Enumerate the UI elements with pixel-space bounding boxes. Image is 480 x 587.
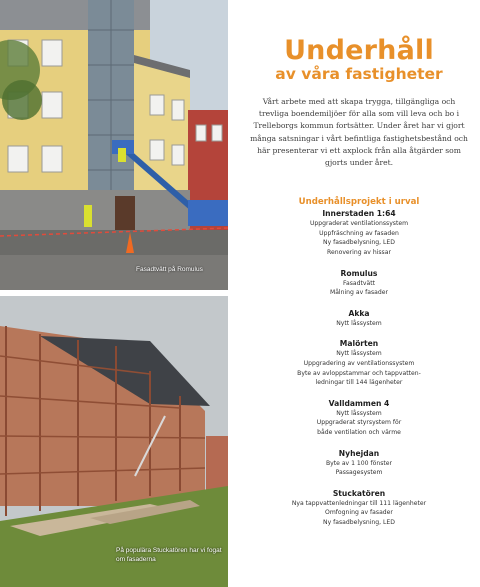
project-name: Nyhejdan <box>338 448 380 458</box>
project-item: Uppgraderat styrsystem för <box>316 419 402 427</box>
project-malorten <box>238 338 480 387</box>
project-item: Nytt låssystem <box>336 350 382 358</box>
project-item: Nytt låssystem <box>336 319 382 327</box>
project-item: både ventilation och värme <box>317 428 401 436</box>
project-item: Byte av 1 100 fönster <box>325 459 393 467</box>
project-name: Stuckatören <box>332 488 386 498</box>
project-name: Romulus <box>340 268 378 278</box>
article-content <box>238 0 480 587</box>
project-item: Renovering av hissar <box>327 249 391 256</box>
project-romulus <box>238 268 480 298</box>
project-item: Ny fasadbelysning, LED <box>323 518 395 526</box>
projects-heading: Underhållsprojekt i urval <box>298 197 420 208</box>
project-item: Uppgraderat ventilationssystem <box>309 220 409 228</box>
photo-caption-bottom: På populära Stuckatören har vi fogat om fasaderna <box>116 547 222 563</box>
photo-caption-top: Fasadtvätt på Romulus <box>136 266 203 273</box>
project-stuckatoren <box>238 488 480 528</box>
project-valldammen <box>238 398 480 438</box>
project-item: Ny fasadbelysning, LED <box>323 239 395 247</box>
project-item: Målning av fasader <box>329 289 389 297</box>
facade-washing-photo <box>0 0 228 290</box>
scaffolding-photo <box>0 296 228 587</box>
project-name: Valldammen 4 <box>328 398 390 408</box>
project-item: Passagesystem <box>335 469 383 477</box>
project-akka <box>238 308 480 329</box>
project-name: Akka <box>348 308 370 318</box>
project-item: Uppgradering av ventilationssystem <box>303 359 415 367</box>
project-item: ledningar till 144 lägenheter <box>315 379 403 387</box>
project-name: Innerstaden 1:64 <box>322 209 396 219</box>
projects-list <box>238 208 480 527</box>
page-subtitle: av våra fastigheter <box>275 65 443 83</box>
project-item: Byte av avloppstammar och tappvatten- <box>297 369 421 377</box>
project-nyhejdan <box>238 448 480 478</box>
project-name: Malörten <box>339 339 379 349</box>
project-item: Uppfräschning av fasaden <box>319 229 399 237</box>
project-item: Nytt låssystem <box>336 409 382 417</box>
project-item: Omfogning av fasader <box>325 509 393 517</box>
project-item: Fasadtvätt <box>343 279 375 287</box>
intro-paragraph: Vårt arbete med att skapa trygga, tillgängliga och trevliga boendemiljöer för alla som vill leva och bo i Trelleborgs kommun fortsätter. Under året har vi gjort många satsningar i vårt befintliga fastighetsbestånd och här presenterar vi ett axplock från alla åtgärder som gjorts under året. <box>250 97 468 168</box>
page-title: Underhåll <box>284 35 434 66</box>
project-innerstaden <box>238 208 480 257</box>
project-item: Nya tappvattenledningar till 111 lägenheter <box>291 499 427 507</box>
